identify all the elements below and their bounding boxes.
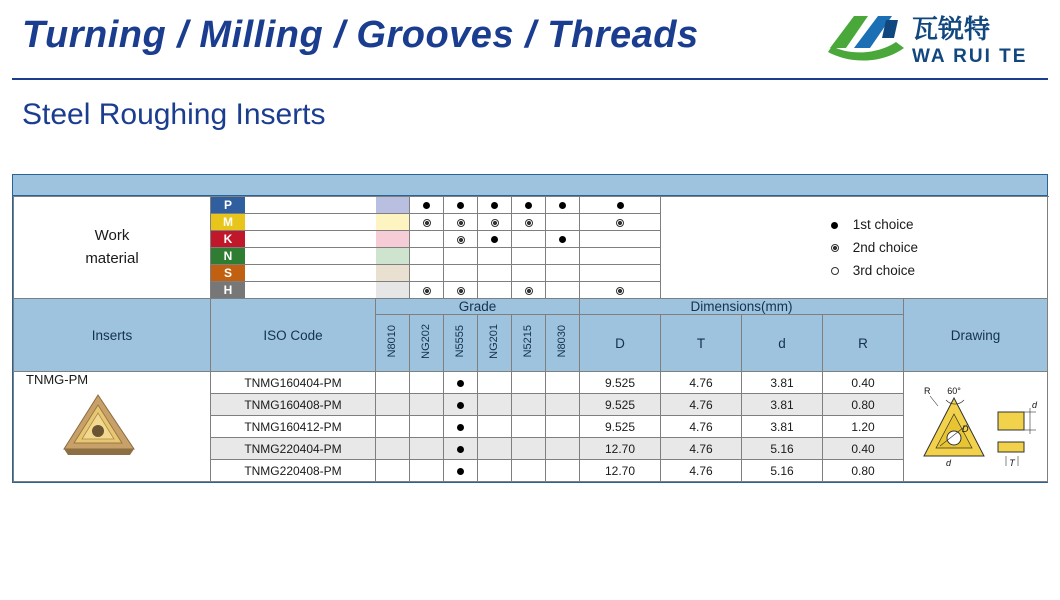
wm-S-NG202 bbox=[444, 265, 478, 282]
work-material-label bbox=[14, 197, 211, 299]
material-letter-S: S bbox=[211, 265, 245, 281]
iso-code-cell: TNMG220404-PM bbox=[211, 438, 376, 460]
material-letter-K: K bbox=[211, 231, 245, 247]
wm-S-N8010 bbox=[410, 265, 444, 282]
dim-T: 4.76 bbox=[661, 438, 742, 460]
grade-mark-N5215 bbox=[512, 416, 546, 438]
wm-M-NG202 bbox=[444, 214, 478, 231]
material-letter-cell-K bbox=[211, 231, 376, 248]
header-grade-N8030: N8030 bbox=[546, 315, 580, 372]
material-letter-cell-S bbox=[211, 265, 376, 282]
material-band-M bbox=[376, 214, 410, 231]
grade-mark-N8010 bbox=[376, 460, 410, 482]
grade-mark-N8010 bbox=[376, 416, 410, 438]
material-letter-P: P bbox=[211, 197, 245, 213]
legend-block bbox=[661, 197, 1048, 299]
iso-code-cell: TNMG160404-PM bbox=[211, 372, 376, 394]
dim-d: 3.81 bbox=[742, 372, 823, 394]
wm-K-N8030 bbox=[580, 231, 661, 248]
dim-T: 4.76 bbox=[661, 372, 742, 394]
wm-P-N8010 bbox=[410, 197, 444, 214]
header-title-part-2: Milling bbox=[199, 14, 324, 56]
wm-H-N8030 bbox=[580, 282, 661, 299]
material-letter-cell-M bbox=[211, 214, 376, 231]
material-band-S bbox=[376, 265, 410, 282]
header-inserts: Inserts bbox=[14, 299, 211, 372]
header-dim-T: T bbox=[661, 315, 742, 372]
wm-H-NG202 bbox=[444, 282, 478, 299]
wm-M-NG201 bbox=[512, 214, 546, 231]
legend-label-3: 3rd choice bbox=[852, 263, 916, 278]
grade-mark-N8010 bbox=[376, 372, 410, 394]
iso-code-cell: TNMG160408-PM bbox=[211, 394, 376, 416]
wm-N-NG202 bbox=[444, 248, 478, 265]
dim-R: 0.80 bbox=[823, 394, 904, 416]
grade-mark-NG202 bbox=[410, 372, 444, 394]
header-dimensions: Dimensions(mm) bbox=[580, 299, 904, 315]
dim-R: 1.20 bbox=[823, 416, 904, 438]
drawing-label-D: D bbox=[961, 424, 968, 434]
wm-K-NG201 bbox=[512, 231, 546, 248]
1st-choice-dot-icon bbox=[831, 213, 849, 236]
header-grade-NG201: NG201 bbox=[478, 315, 512, 372]
table-header-block bbox=[14, 299, 1048, 372]
wm-P-NG202 bbox=[444, 197, 478, 214]
wm-N-N8030 bbox=[580, 248, 661, 265]
grade-mark-N5555 bbox=[444, 394, 478, 416]
header-dim-D: D bbox=[580, 315, 661, 372]
logo-text-cn: 瓦锐特 bbox=[912, 14, 991, 44]
work-material-row bbox=[14, 197, 1048, 214]
header-title-sep-2: / bbox=[334, 14, 346, 56]
wm-P-N5555 bbox=[478, 197, 512, 214]
header-dim-R: R bbox=[823, 315, 904, 372]
dim-d: 5.16 bbox=[742, 438, 823, 460]
work-material-label-line2: material bbox=[85, 249, 139, 267]
grade-mark-NG201 bbox=[478, 394, 512, 416]
grade-mark-N5555 bbox=[444, 416, 478, 438]
wm-K-NG202 bbox=[444, 231, 478, 248]
legend-item-3 bbox=[831, 259, 1047, 282]
page-title: Steel Roughing Inserts bbox=[22, 98, 326, 131]
logo-text-en: WA RUI TE bbox=[912, 46, 1028, 67]
wm-M-N5555 bbox=[478, 214, 512, 231]
header-grade: Grade bbox=[376, 299, 580, 315]
grade-mark-NG202 bbox=[410, 438, 444, 460]
dim-D: 12.70 bbox=[580, 438, 661, 460]
wm-P-N5215 bbox=[546, 197, 580, 214]
iso-code-cell: TNMG220408-PM bbox=[211, 460, 376, 482]
dim-T: 4.76 bbox=[661, 460, 742, 482]
grade-mark-N5215 bbox=[512, 394, 546, 416]
sheet-top-band bbox=[13, 174, 1047, 196]
wm-K-N5215 bbox=[546, 231, 580, 248]
wm-S-N5555 bbox=[478, 265, 512, 282]
grade-mark-N5555 bbox=[444, 460, 478, 482]
header-drawing: Drawing bbox=[904, 299, 1048, 372]
header-iso-code: ISO Code bbox=[211, 299, 376, 372]
grade-mark-N8030 bbox=[546, 416, 580, 438]
header-grade-N5555: N5555 bbox=[444, 315, 478, 372]
header-title-part-3: Grooves bbox=[356, 14, 515, 56]
header-dim-d: d bbox=[742, 315, 823, 372]
wm-P-N8030 bbox=[580, 197, 661, 214]
dim-R: 0.80 bbox=[823, 460, 904, 482]
drawing-label-d-minor: d bbox=[945, 458, 951, 468]
grade-mark-N8030 bbox=[546, 372, 580, 394]
insert-specification-sheet bbox=[12, 174, 1048, 483]
grade-mark-N5215 bbox=[512, 460, 546, 482]
insert-photo bbox=[26, 387, 210, 466]
wm-M-N5215 bbox=[546, 214, 580, 231]
2nd-choice-dot-icon bbox=[831, 236, 849, 259]
material-letter-cell-N bbox=[211, 248, 376, 265]
dim-R: 0.40 bbox=[823, 438, 904, 460]
material-letter-M: M bbox=[211, 214, 245, 230]
technical-drawing bbox=[904, 372, 1048, 482]
material-band-K bbox=[376, 231, 410, 248]
wm-H-NG201 bbox=[512, 282, 546, 299]
grade-mark-NG202 bbox=[410, 460, 444, 482]
grade-mark-N8010 bbox=[376, 394, 410, 416]
grade-mark-NG201 bbox=[478, 460, 512, 482]
insert-family-cell bbox=[14, 372, 211, 482]
drawing-label-T: T bbox=[1008, 458, 1015, 468]
header-title-sep-3: / bbox=[525, 14, 537, 56]
grade-mark-N8030 bbox=[546, 394, 580, 416]
grade-mark-N5215 bbox=[512, 438, 546, 460]
material-letter-N: N bbox=[211, 248, 245, 264]
header-title-part-4: Threads bbox=[547, 14, 699, 56]
wm-N-NG201 bbox=[512, 248, 546, 265]
dim-d: 5.16 bbox=[742, 460, 823, 482]
header-grade-NG202: NG202 bbox=[410, 315, 444, 372]
wm-N-N5555 bbox=[478, 248, 512, 265]
dim-D: 9.525 bbox=[580, 416, 661, 438]
iso-code-cell: TNMG160412-PM bbox=[211, 416, 376, 438]
material-letter-cell-H bbox=[211, 282, 376, 299]
insert-family-label: TNMG-PM bbox=[26, 372, 89, 387]
legend-item-1 bbox=[831, 213, 1047, 236]
drawing-label-R: R bbox=[923, 386, 930, 396]
grade-mark-NG201 bbox=[478, 438, 512, 460]
table-row bbox=[14, 372, 1048, 394]
material-band-P bbox=[376, 197, 410, 214]
3rd-choice-dot-icon bbox=[831, 259, 849, 282]
dim-T: 4.76 bbox=[661, 394, 742, 416]
grade-mark-N8030 bbox=[546, 438, 580, 460]
dim-D: 12.70 bbox=[580, 460, 661, 482]
wm-H-N5555 bbox=[478, 282, 512, 299]
wm-M-N8010 bbox=[410, 214, 444, 231]
specification-table bbox=[13, 196, 1048, 482]
dim-R: 0.40 bbox=[823, 372, 904, 394]
dim-T: 4.76 bbox=[661, 416, 742, 438]
header-title-part-1: Turning bbox=[22, 14, 167, 56]
wm-S-NG201 bbox=[512, 265, 546, 282]
wm-H-N5215 bbox=[546, 282, 580, 299]
wm-H-N8010 bbox=[410, 282, 444, 299]
dim-D: 9.525 bbox=[580, 394, 661, 416]
dim-d: 3.81 bbox=[742, 416, 823, 438]
legend-label-2: 2nd choice bbox=[852, 240, 919, 255]
header-title bbox=[22, 14, 699, 57]
wm-N-N5215 bbox=[546, 248, 580, 265]
grade-mark-N5555 bbox=[444, 372, 478, 394]
wm-S-N8030 bbox=[580, 265, 661, 282]
dim-d: 3.81 bbox=[742, 394, 823, 416]
grade-mark-NG202 bbox=[410, 394, 444, 416]
grade-mark-N8010 bbox=[376, 438, 410, 460]
company-logo bbox=[824, 8, 1042, 70]
wm-K-N5555 bbox=[478, 231, 512, 248]
material-letter-cell-P bbox=[211, 197, 376, 214]
grade-mark-NG201 bbox=[478, 416, 512, 438]
grade-mark-NG202 bbox=[410, 416, 444, 438]
material-letter-H: H bbox=[211, 282, 245, 298]
grade-mark-N5215 bbox=[512, 372, 546, 394]
work-material-label-line1: Work bbox=[94, 227, 130, 244]
material-band-N bbox=[376, 248, 410, 265]
page-header bbox=[0, 0, 1060, 80]
legend-label-1: 1st choice bbox=[852, 217, 914, 232]
drawing-label-angle: 60° bbox=[946, 386, 961, 396]
dim-D: 9.525 bbox=[580, 372, 661, 394]
header-grade-N8010: N8010 bbox=[376, 315, 410, 372]
table-header-row-1 bbox=[14, 299, 1048, 315]
wm-P-NG201 bbox=[512, 197, 546, 214]
header-title-sep-1: / bbox=[177, 14, 189, 56]
work-material-block bbox=[14, 197, 1048, 299]
wm-M-N8030 bbox=[580, 214, 661, 231]
header-grade-N5215: N5215 bbox=[512, 315, 546, 372]
wm-S-N5215 bbox=[546, 265, 580, 282]
material-band-H bbox=[376, 282, 410, 299]
header-divider bbox=[12, 78, 1048, 80]
grade-mark-N5555 bbox=[444, 438, 478, 460]
grade-mark-NG201 bbox=[478, 372, 512, 394]
legend-item-2 bbox=[831, 236, 1047, 259]
grade-mark-N8030 bbox=[546, 460, 580, 482]
wm-N-N8010 bbox=[410, 248, 444, 265]
table-body bbox=[14, 372, 1048, 482]
wm-K-N8010 bbox=[410, 231, 444, 248]
drawing-label-d-side: d bbox=[1031, 400, 1037, 410]
